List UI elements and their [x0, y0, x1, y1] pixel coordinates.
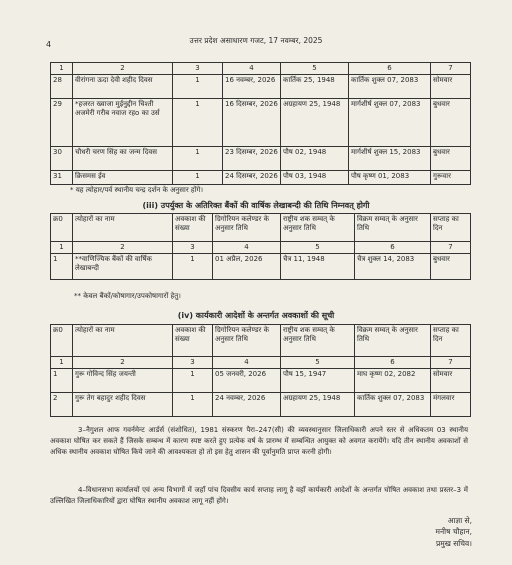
row-serial: 30 — [51, 146, 73, 170]
signature-designation: प्रमुख सचिव। — [435, 538, 472, 548]
page-number: 4 — [46, 40, 52, 49]
col-number: 3 — [173, 63, 223, 75]
table-column-numbers — [51, 63, 471, 75]
row-serial: 28 — [51, 74, 73, 98]
section-title-executive-orders: (iv) कार्यकारी आदेशों के अन्तर्गत अवकाशों की सूची — [177, 311, 335, 320]
header-gregorian: ग्रिगोरियन कलेण्डर के अनुसार तिथि — [213, 325, 281, 357]
col-number: 1 — [51, 357, 73, 369]
table-row — [51, 98, 471, 146]
vikram-date: मार्गशीर्ष शुक्ल 07, 2083 — [349, 98, 431, 146]
gregorian-date: 16 दिसम्बर, 2026 — [223, 98, 281, 146]
table-row — [51, 392, 471, 416]
col-number: 2 — [73, 357, 173, 369]
col-number: 4 — [213, 242, 281, 254]
col-number: 7 — [431, 63, 471, 75]
holiday-count: 1 — [173, 170, 223, 184]
col-number: 4 — [213, 357, 281, 369]
header-vikram: विक्रम सम्वत् के अनुसार तिथि — [355, 325, 431, 357]
weekday: बुधवार — [431, 98, 471, 146]
signature-order-line: आज्ञा से, — [447, 516, 472, 525]
col-number: 5 — [281, 242, 355, 254]
vikram-date: मार्गशीर्ष शुक्ल 15, 2083 — [349, 146, 431, 170]
col-number: 5 — [281, 63, 349, 75]
executive-holidays-table — [50, 324, 471, 417]
festival-name: चौधरी चरण सिंह का जन्म दिवस — [73, 146, 173, 170]
col-number: 3 — [173, 242, 213, 254]
col-number: 6 — [355, 357, 431, 369]
vikram-date: पौष कृष्ण 01, 2083 — [349, 170, 431, 184]
weekday: सोमवार — [431, 368, 471, 392]
festival-name: **वाणिज्यिक बैंकों की वार्षिक लेखाबन्दी — [73, 253, 173, 279]
footnote-banks-only: ** केवल बैंकों/कोषागार/उपकोषागारों हेतु। — [74, 292, 181, 300]
table-row — [51, 368, 471, 392]
holiday-table-continued — [50, 62, 471, 185]
saka-date: पौष 15, 1947 — [281, 368, 355, 392]
gregorian-date: 05 जनवरी, 2026 — [213, 368, 281, 392]
col-number: 5 — [281, 357, 355, 369]
col-number: 7 — [431, 242, 471, 254]
header-gregorian: ग्रिगोरियन कलेण्डर के अनुसार तिथि — [213, 214, 281, 242]
section-title-bank-closing: (iii) उपर्युक्त के अतिरिक्त बैंकों की वार्षिक लेखाबन्दी की तिथि निम्नवत् होगी — [142, 201, 370, 210]
gregorian-date: 01 अप्रैल, 2026 — [213, 253, 281, 279]
header-festival: त्योहारों का नाम — [73, 214, 173, 242]
saka-date: अग्रहायण 25, 1948 — [281, 98, 349, 146]
footnote-moon-sighting: * यह त्योहार/पर्व स्थानीय चन्द्र दर्शन के अनुसार होंगे। — [70, 186, 204, 194]
saka-date: कार्तिक 25, 1948 — [281, 74, 349, 98]
holiday-count: 1 — [173, 146, 223, 170]
table-row — [51, 253, 471, 279]
gregorian-date: 24 नवम्बर, 2026 — [213, 392, 281, 416]
holiday-count: 1 — [173, 74, 223, 98]
weekday: बुधवार — [431, 253, 471, 279]
paragraph-local-holidays: 3–नैगुशल आफ गवर्नमेन्ट आर्डर्स (संशोधित), 1981 संस्करण पैरा–247(सी) की व्यवस्थानुसार जिलाधिकारी अपने स्तर से अधिकतम 03 स्थानीय अवकाश घोषित कर सकते हैं जिसके सम्बन्ध में कारण स्पष्ट करते हुए प्रत्येक वर्ष के प्रारम्भ में सम्बन्धित आयुक्त को अवगत करायेंगे। यदि तीन स्थानीय अवकाशों से अधिक स्थानीय अवकाश घोषित किये जाने की आवश्यकता हो तो इस हेतु शासन की पूर्वानुमति प्राप्त करनी होगी। — [50, 426, 468, 456]
weekday: मंगलवार — [431, 392, 471, 416]
festival-name: *हजरत ख्वाजा मुईनुद्दीन चिश्ती अजमेरी गरीब नवाज रहo का उर्स — [73, 98, 173, 146]
gregorian-date: 24 दिसम्बर, 2026 — [223, 170, 281, 184]
header-count: अवकाश की संख्या — [173, 214, 213, 242]
weekday: सोमवार — [431, 74, 471, 98]
festival-name: वीरांगना ऊदा देवी शहीद दिवस — [73, 74, 173, 98]
col-number: 7 — [431, 357, 471, 369]
header-count: अवकाश की संख्या — [173, 325, 213, 357]
gregorian-date: 16 नवम्बर, 2026 — [223, 74, 281, 98]
festival-name: गुरू तेग बहादुर शहीद दिवस — [73, 392, 173, 416]
signature-name: मनीष चौहान, — [435, 527, 472, 537]
col-number: 2 — [73, 242, 173, 254]
header-serial: क्र0 — [51, 325, 73, 357]
weekday: गुरूवार — [431, 170, 471, 184]
table-header-row — [51, 214, 471, 242]
vikram-date: कार्तिक शुक्ल 07, 2083 — [349, 74, 431, 98]
col-number: 3 — [173, 357, 213, 369]
saka-date: पौष 02, 1948 — [281, 146, 349, 170]
table-row — [51, 146, 471, 170]
saka-date: चैत्र 11, 1948 — [281, 253, 355, 279]
table-row — [51, 74, 471, 98]
holiday-count: 1 — [173, 98, 223, 146]
paragraph-five-day-week: 4–विधानसभा कार्यालयों एवं अन्य विभागों में जहाँ पांच दिवसीय कार्य सप्ताह लागू है वहाँ कार्यकारी आदेशों के अन्तर्गत घोषित अवकाश तथा प्रस्तर–3 में उल्लिखित जिलाधिकारियों द्वारा घोषित स्थानीय अवकाश लागू नहीं होंगे। — [50, 486, 468, 505]
holiday-count: 1 — [173, 253, 213, 279]
col-number: 1 — [51, 63, 73, 75]
vikram-date: माघ कृष्ण 02, 2082 — [355, 368, 431, 392]
row-serial: 2 — [51, 392, 73, 416]
header-vikram: विक्रम सम्वत् के अनुसार तिथि — [355, 214, 431, 242]
header-weekday: सप्ताह का दिन — [431, 325, 471, 357]
row-serial: 29 — [51, 98, 73, 146]
table-column-numbers — [51, 357, 471, 369]
gregorian-date: 23 दिसम्बर, 2026 — [223, 146, 281, 170]
col-number: 2 — [73, 63, 173, 75]
vikram-date: कार्तिक शुक्ल 07, 2083 — [355, 392, 431, 416]
col-number: 1 — [51, 242, 73, 254]
gazette-header: उत्तर प्रदेश असाधारण गजट, 17 नवम्बर, 2025 — [189, 36, 323, 45]
festival-name: गुरू गोविन्द सिंह जयन्ती — [73, 368, 173, 392]
table-row — [51, 170, 471, 184]
row-serial: 1 — [51, 368, 73, 392]
row-serial: 1 — [51, 253, 73, 279]
header-saka: राष्ट्रीय शक सम्वत् के अनुसार तिथि — [281, 325, 355, 357]
vikram-date: चैत्र शुक्ल 14, 2083 — [355, 253, 431, 279]
header-festival: त्योहारों का नाम — [73, 325, 173, 357]
bank-closing-table — [50, 213, 471, 280]
holiday-count: 1 — [173, 392, 213, 416]
weekday: बुधवार — [431, 146, 471, 170]
signature-block — [436, 515, 473, 549]
saka-date: पौष 03, 1948 — [281, 170, 349, 184]
col-number: 6 — [355, 242, 431, 254]
col-number: 6 — [349, 63, 431, 75]
header-saka: राष्ट्रीय शक सम्वत् के अनुसार तिथि — [281, 214, 355, 242]
festival-name: क्रिसमस ईव — [73, 170, 173, 184]
header-serial: क्र0 — [51, 214, 73, 242]
col-number: 4 — [223, 63, 281, 75]
table-column-numbers — [51, 242, 471, 254]
saka-date: अग्रहायण 25, 1948 — [281, 392, 355, 416]
row-serial: 31 — [51, 170, 73, 184]
holiday-count: 1 — [173, 368, 213, 392]
table-header-row — [51, 325, 471, 357]
header-weekday: सप्ताह का दिन — [431, 214, 471, 242]
